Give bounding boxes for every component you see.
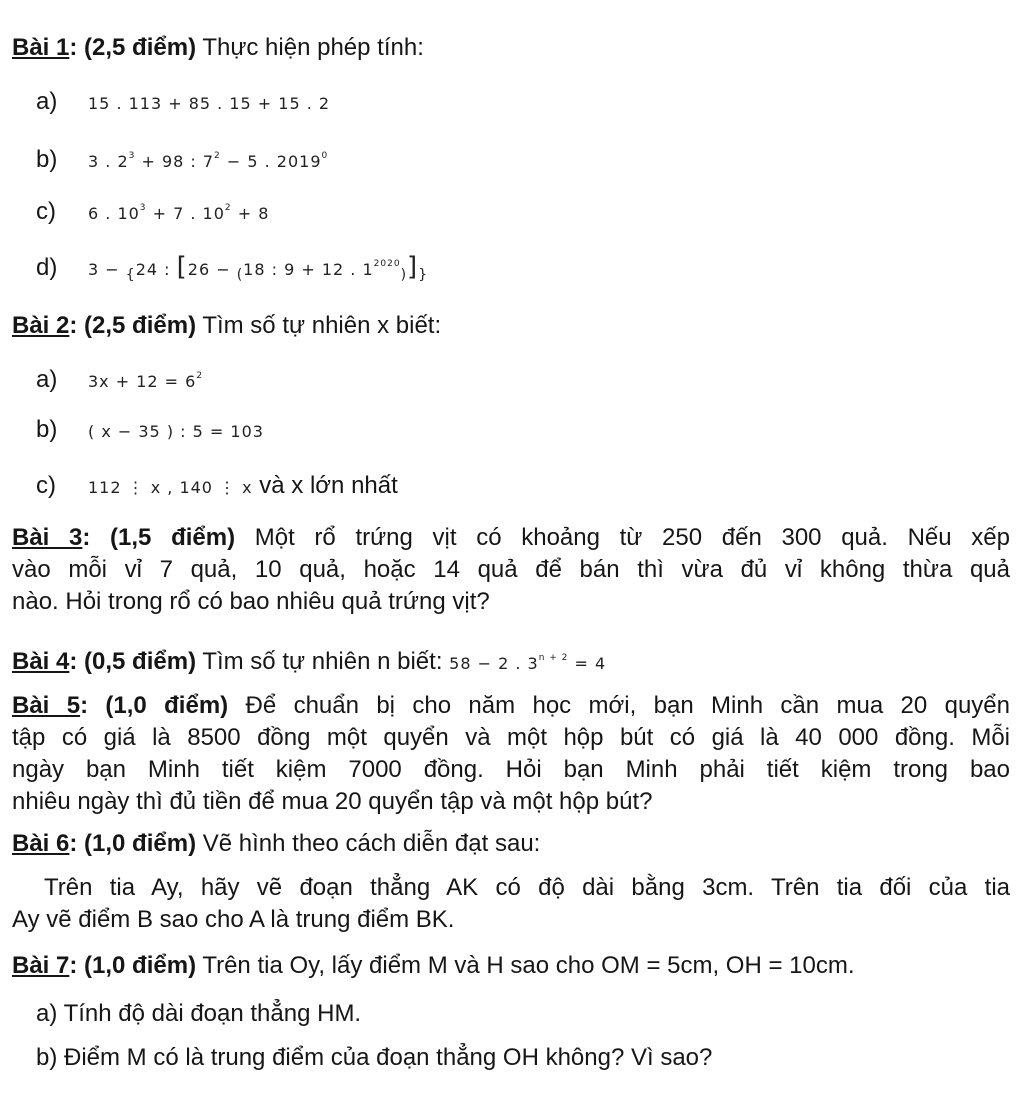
b4-part2: = 4 <box>568 654 607 673</box>
b3-line-3 <box>12 586 1010 618</box>
b2-b-expr: ( x − 35 ) : 5 = 103 <box>88 422 264 441</box>
b1-title: Thực hiện phép tính: <box>196 34 424 61</box>
b1-item-c <box>36 192 1010 230</box>
b1-heading <box>12 32 1010 64</box>
b1-d-part3: 26 − <box>187 260 237 279</box>
b1-d-bracket-open: [ <box>176 252 188 282</box>
b7-heading <box>12 950 1010 982</box>
b1-d-exp1: 2020 <box>373 259 401 269</box>
b4-exp1: n + 2 <box>538 653 569 663</box>
b2-c-label: c) <box>36 472 56 499</box>
b1-c-part3: + 8 <box>231 204 270 223</box>
b2-c-text: và x lớn nhất <box>252 472 398 499</box>
b1-item-d <box>36 248 1010 291</box>
b5-line-3 <box>12 754 1010 786</box>
b6-heading <box>12 828 1010 860</box>
b1-b-exp2: 2 <box>214 151 221 161</box>
b5-line-1 <box>12 690 1010 722</box>
b1-b-part2: + 98 : 7 <box>135 152 215 171</box>
b3-text-3: nào. Hỏi trong rổ có bao nhiêu quả trứng vịt? <box>12 588 490 615</box>
b3-text-1: Một rổ trứng vịt có khoảng từ 250 đến 300 quả. Nếu xếp <box>235 524 1010 551</box>
b1-points: : (2,5 điểm) <box>69 34 197 61</box>
b2-points: : (2,5 điểm) <box>69 312 197 339</box>
b1-a-expr: 15 . 113 + 85 . 15 + 15 . 2 <box>88 94 331 113</box>
b1-c-expr <box>88 204 269 223</box>
b1-b-exp1: 3 <box>128 151 136 161</box>
b1-d-part1: 3 − <box>88 260 126 279</box>
b6-line-1 <box>44 872 1010 904</box>
b1-b-exp3: 0 <box>321 151 329 161</box>
b6-title: Vẽ hình theo cách diễn đạt sau: <box>196 830 541 857</box>
b1-c-exp1: 3 <box>139 203 147 213</box>
b6-line-2 <box>12 904 1010 936</box>
b7-item-a <box>36 998 1010 1030</box>
b1-b-part1: 3 . 2 <box>88 152 129 171</box>
b7-title: Trên tia Oy, lấy điểm M và H sao cho OM = 5cm, OH = 10cm. <box>196 952 855 979</box>
b5-label: Bài 5 <box>12 692 81 719</box>
b1-d-label: d) <box>36 254 58 281</box>
b1-a-label: a) <box>36 88 58 115</box>
b1-d-part4: 18 : 9 + 12 . 1 <box>243 260 374 279</box>
b3-label: Bài 3 <box>12 524 83 551</box>
b2-a-expr <box>88 372 203 391</box>
b5-points: : (1,0 điểm) <box>80 692 229 719</box>
b3-line-1 <box>12 522 1010 554</box>
b2-item-c <box>36 470 1010 504</box>
b1-d-paren-close: ) <box>400 267 408 283</box>
b4-points: : (0,5 điểm) <box>69 648 197 675</box>
b7-b-text: b) Điểm M có là trung điểm của đoạn thẳng OH không? Vì sao? <box>36 1044 713 1071</box>
b2-item-b <box>36 414 1010 448</box>
b6-text-1: Trên tia Ay, hãy vẽ đoạn thẳng AK có độ dài bằng 3cm. Trên tia đối của tia <box>44 874 1010 901</box>
b6-label: Bài 6 <box>12 830 70 857</box>
b1-d-brace-open: { <box>125 267 136 283</box>
b4-label: Bài 4 <box>12 648 70 675</box>
b2-a-exp1: 2 <box>196 371 204 381</box>
b5-line-4 <box>12 786 1010 818</box>
b2-label: Bài 2 <box>12 312 70 339</box>
b4-title: Tìm số tự nhiên n biết: <box>196 648 450 675</box>
b1-d-paren-open: ( <box>236 267 244 283</box>
b2-a-label: a) <box>36 366 58 393</box>
b1-c-part1: 6 . 10 <box>88 204 140 223</box>
b7-points: : (1,0 điểm) <box>69 952 197 979</box>
b1-b-expr <box>88 152 328 171</box>
b3-points: : (1,5 điểm) <box>82 524 236 551</box>
b5-text-1: Để chuẩn bị cho năm học mới, bạn Minh cần mua 20 quyển <box>228 692 1010 719</box>
b2-item-a <box>36 360 1010 398</box>
b7-item-b <box>36 1042 1010 1074</box>
b7-label: Bài 7 <box>12 952 70 979</box>
b2-title: Tìm số tự nhiên x biết: <box>196 312 442 339</box>
b5-line-2 <box>12 722 1010 754</box>
b1-c-label: c) <box>36 198 56 225</box>
b1-d-expr <box>88 252 429 283</box>
b1-d-brace-close: } <box>418 267 429 283</box>
b1-c-part2: + 7 . 10 <box>146 204 225 223</box>
b4-part1: 58 − 2 . 3 <box>449 654 539 673</box>
b5-text-2: tập có giá là 8500 đồng một quyển và một hộp bút có giá là 40 000 đồng. Mỗi <box>12 724 1010 751</box>
b2-b-label: b) <box>36 416 58 443</box>
b1-c-exp2: 2 <box>224 203 232 213</box>
b1-d-part2: 24 : <box>135 260 177 279</box>
b4-expr <box>449 654 606 673</box>
b6-points: : (1,0 điểm) <box>69 830 197 857</box>
b5-text-4: nhiêu ngày thì đủ tiền để mua 20 quyển tập và một hộp bút? <box>12 788 653 815</box>
b1-d-bracket-close: ] <box>407 252 419 282</box>
b1-item-a <box>36 86 1010 120</box>
b1-label: Bài 1 <box>12 34 70 61</box>
b1-b-part3: − 5 . 2019 <box>220 152 322 171</box>
b3-text-2: vào mỗi vỉ 7 quả, 10 quả, hoặc 14 quả để bán thì vừa đủ vỉ không thừa quả <box>12 556 1010 583</box>
b4-line <box>12 642 1010 680</box>
b2-c-expr: 112 ⋮ x , 140 ⋮ x <box>88 478 253 497</box>
b1-b-label: b) <box>36 146 58 173</box>
b6-text-2: Ay vẽ điểm B sao cho A là trung điểm BK. <box>12 906 455 933</box>
b3-line-2 <box>12 554 1010 586</box>
b2-a-part1: 3x + 12 = 6 <box>88 372 197 391</box>
b1-item-b <box>36 140 1010 178</box>
b7-a-text: a) Tính độ dài đoạn thẳng HM. <box>36 1000 362 1027</box>
b5-text-3: ngày bạn Minh tiết kiệm 7000 đồng. Hỏi bạn Minh phải tiết kiệm trong bao <box>12 756 1010 783</box>
b2-heading <box>12 310 1010 342</box>
